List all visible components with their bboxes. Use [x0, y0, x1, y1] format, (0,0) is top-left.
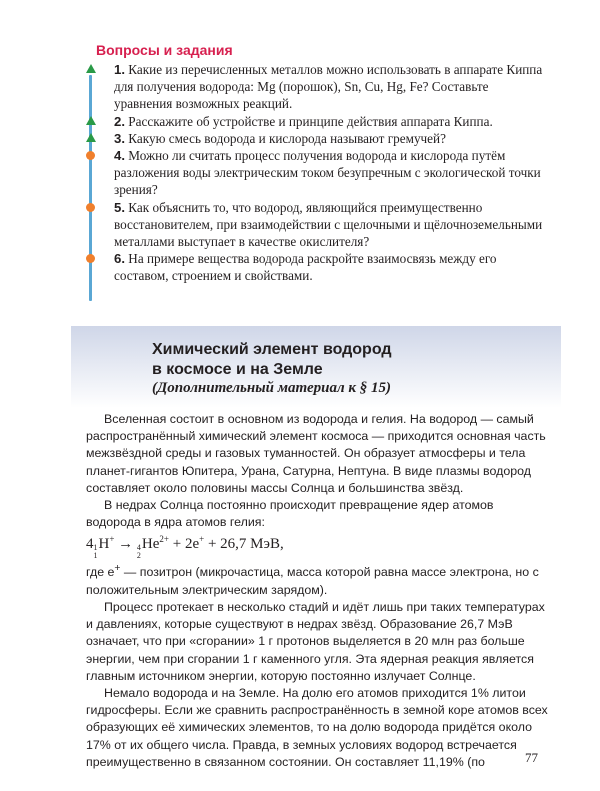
charge: + — [114, 563, 121, 575]
question-item — [86, 61, 546, 113]
coefficient: 4 — [86, 536, 94, 553]
question-text: Какую смесь водорода и кислорода называют гремучей? — [128, 130, 446, 146]
question-item — [86, 130, 546, 147]
orange-dot-icon — [86, 203, 95, 212]
section-title-line: в космосе и на Земле — [152, 361, 323, 378]
question-item — [86, 199, 546, 251]
charge: 2+ — [159, 534, 169, 545]
article-body — [86, 411, 548, 771]
paragraph — [86, 560, 548, 599]
question-number: 2. — [114, 113, 125, 129]
positron-symbol: где e — [86, 565, 115, 580]
positron-term: + 2e — [169, 536, 200, 553]
orange-dot-icon — [86, 254, 95, 263]
section-subtitle: (Дополнительный материал к § 15) — [152, 380, 392, 396]
paragraph-text: — позитрон (микрочастица, масса которой равна массе электрона, но с положительным электрическим зарядом). — [86, 565, 539, 597]
questions-heading: Вопросы и задания — [96, 42, 233, 58]
nuclide-indices — [94, 544, 98, 560]
energy-term: + 26,7 МэВ, — [204, 536, 284, 553]
question-item — [86, 147, 546, 199]
paragraph: В недрах Солнца постоянно происходит превращение ядер атомов водорода в ядра атомов гелия: — [86, 498, 494, 530]
arrow: → — [114, 536, 137, 553]
section-title-line: Химический элемент водород — [152, 341, 392, 358]
page-number: 77 — [525, 750, 538, 765]
charge-number: 1 — [93, 551, 98, 561]
symbol: He — [141, 536, 160, 553]
nuclear-equation — [86, 531, 548, 560]
question-number: 6. — [114, 251, 125, 267]
mass-number: 4 — [136, 543, 141, 553]
question-text: Какие из перечисленных металлов можно использовать в аппарате Киппа для получения водорода: Mg (порошок), Sn, Cu, Hg, Fe? Составьте уравнения возможных реакций. — [114, 62, 543, 112]
questions-list — [86, 61, 546, 285]
mass-number: 1 — [93, 543, 98, 553]
paragraph: Процесс протекает в несколько стадий и идёт лишь при таких температурах и давлениях, которые существуют в недрах звёзд. Образование 26,7 МэВ означает, что при «сгорании» 1 г протонов выделяется в 20 млн раз больше энергии, чем при сгорании 1 г каменного угля. Эта ядерная реакция является главным источником энергии, которую постоянно излучает Солнце. — [86, 599, 545, 683]
charge: + — [199, 534, 205, 545]
symbol: H — [98, 536, 110, 553]
charge: + — [109, 534, 115, 545]
question-text: Как объяснить то, что водород, являющийся преимущественно восстановителем, при взаимодействии с щелочными и щёлочноземельными металлами выступает в качестве окислителя? — [114, 199, 543, 250]
question-item — [86, 250, 546, 284]
question-text: Можно ли считать процесс получения водорода и кислорода путём разложения воды электрическим током безупречным с экологической точки зрения? — [114, 148, 541, 198]
green-triangle-icon — [86, 64, 96, 73]
question-item — [86, 113, 546, 130]
question-number: 3. — [114, 130, 125, 146]
question-text: На примере вещества водорода раскройте взаимосвязь между его составом, строением и свойствами. — [114, 251, 497, 284]
question-number: 4. — [114, 148, 125, 164]
orange-dot-icon — [86, 151, 95, 160]
nuclide-indices — [137, 544, 141, 560]
question-text: Расскажите об устройстве и принципе действия аппарата Киппа. — [128, 113, 493, 129]
paragraph: Вселенная состоит в основном из водорода и гелия. На водород — самый распространённый химический элемент космоса — приходится основная часть межзвёздной среды и газовых туманностей. Он образует атмосферы и тела планет-гигантов Юпитера, Урана, Сатурна, Нептуна. В виде плазмы водород составляет около половины массы Солнца и большинства звёзд. — [86, 412, 546, 495]
green-triangle-icon — [86, 116, 96, 125]
section-title — [152, 340, 392, 380]
question-number: 1. — [114, 62, 125, 77]
charge-number: 2 — [136, 551, 141, 561]
question-number: 5. — [114, 199, 125, 215]
paragraph: Немало водорода и на Земле. На долю его атомов приходится 1% литои гидросферы. Если же сравнить распространённость в земной коре атомов всех образующих её химических элементов, то на долю водорода придётся около 17% от их общего числа. Правда, в земных условиях водород встречается преимущественно в связанном состоянии. Он составляет 11,19% (по — [86, 685, 548, 769]
green-triangle-icon — [86, 133, 96, 142]
